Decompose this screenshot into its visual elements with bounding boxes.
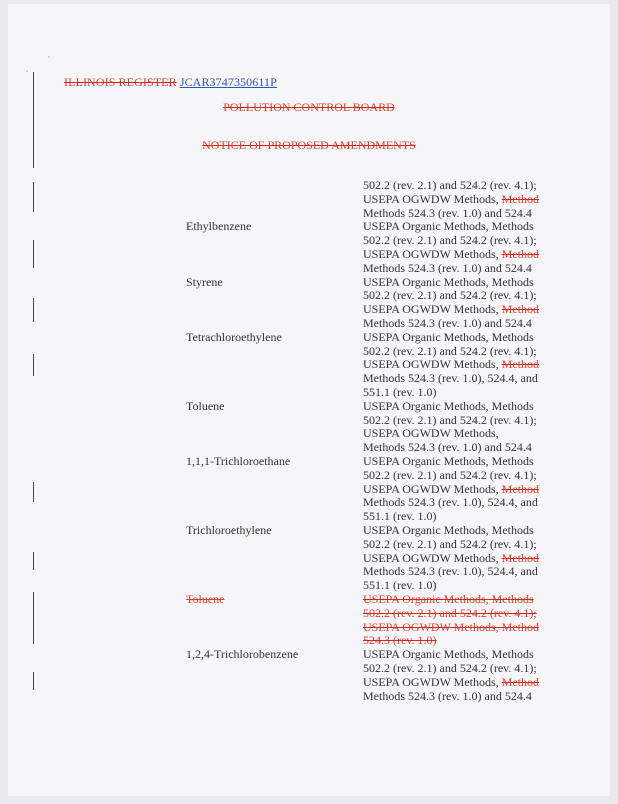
method-line	[363, 495, 538, 509]
method-line	[363, 302, 539, 316]
method-line	[363, 620, 539, 634]
method-text: 502.2 (rev. 2.1) and 524.2 (rev. 4.1);	[363, 661, 537, 675]
scan-speck	[48, 56, 50, 58]
method-text: Methods 524.3 (rev. 1.0) and 524.4	[363, 440, 532, 455]
method-text: Methods 524.3 (rev. 1.0), 524.4, and	[363, 564, 538, 579]
method-line	[363, 219, 534, 233]
method-text: USEPA OGWDW Methods,	[363, 191, 502, 206]
method-line	[363, 178, 537, 192]
method-text: Methods 524.3 (rev. 1.0) and 524.4	[363, 205, 532, 220]
method-text: Methods 524.3 (rev. 1.0) and 524.4	[363, 260, 532, 275]
method-text: 502.2 (rev. 2.1) and 524.2 (rev. 4.1);	[363, 412, 537, 427]
method-line	[363, 385, 437, 399]
register-header	[64, 75, 277, 90]
method-text: 502.2 (rev. 2.1) and 524.2 (rev. 4.1);	[363, 178, 537, 192]
method-text-struck: Method	[501, 357, 540, 372]
chemical-name: Trichloroethylene	[186, 523, 272, 537]
method-text: USEPA Organic Methods, Methods	[363, 523, 534, 537]
method-text: 502.2 (rev. 2.1) and 524.2 (rev. 4.1);	[363, 288, 537, 303]
method-line	[363, 523, 534, 537]
method-line	[363, 371, 538, 385]
method-text-struck: USEPA Organic Methods, Methods	[363, 592, 534, 606]
board-title-struck: POLLUTION CONTROL BOARD	[223, 100, 395, 114]
notice-title-struck: NOTICE OF PROPOSED AMENDMENTS	[202, 138, 416, 152]
method-text-struck: USEPA OGWDW Methods, Method	[363, 619, 540, 634]
chemical-name: 1,2,4-Trichlorobenzene	[186, 647, 299, 662]
method-line	[363, 551, 539, 565]
method-text: Methods 524.3 (rev. 1.0) and 524.4	[363, 316, 532, 330]
method-line	[363, 661, 537, 675]
method-text: Methods 524.3 (rev. 1.0), 524.4, and	[363, 495, 538, 510]
chemical-name: Ethylbenzene	[186, 219, 252, 234]
method-line	[363, 357, 539, 371]
chemical-name: Toluene	[186, 398, 225, 413]
method-line	[363, 633, 437, 647]
register-title-struck: ILLINOIS REGISTER	[64, 75, 177, 89]
method-line	[363, 468, 537, 482]
method-text: USEPA Organic Methods, Methods	[363, 454, 534, 468]
method-line	[363, 316, 532, 330]
method-text: 502.2 (rev. 2.1) and 524.2 (rev. 4.1);	[363, 467, 537, 482]
method-line	[363, 261, 532, 275]
method-line	[363, 426, 499, 440]
method-text-struck: Method	[501, 550, 540, 565]
register-id: JCAR3747350611P	[179, 75, 277, 89]
method-text-struck: Method	[501, 247, 540, 261]
method-text: USEPA Organic Methods, Methods	[363, 219, 534, 234]
revision-bar	[33, 298, 34, 322]
method-text: USEPA Organic Methods, Methods	[363, 329, 534, 344]
method-text: 551.1 (rev. 1.0)	[363, 385, 437, 399]
method-text: USEPA OGWDW Methods,	[363, 357, 502, 372]
method-line	[363, 647, 534, 661]
chemical-name: Toluene	[186, 592, 225, 606]
method-text: USEPA OGWDW Methods,	[363, 550, 502, 565]
method-line	[363, 440, 532, 454]
method-line	[363, 344, 537, 358]
method-text: USEPA Organic Methods, Methods	[363, 398, 534, 413]
method-text: USEPA OGWDW Methods,	[363, 481, 502, 496]
method-line	[363, 454, 534, 468]
method-text: 502.2 (rev. 2.1) and 524.2 (rev. 4.1);	[363, 536, 537, 551]
method-text: Methods 524.3 (rev. 1.0), 524.4, and	[363, 371, 538, 386]
method-line	[363, 675, 539, 689]
scan-speck	[26, 70, 28, 72]
document-page	[8, 4, 610, 796]
method-text-struck: Method	[501, 191, 540, 206]
method-line	[363, 330, 534, 344]
revision-bar	[33, 592, 34, 644]
method-line	[363, 413, 537, 427]
revision-bar	[33, 72, 34, 168]
method-line	[363, 578, 437, 592]
method-line	[363, 564, 538, 578]
method-line	[363, 247, 539, 261]
method-text: USEPA OGWDW Methods,	[363, 302, 502, 317]
method-text: USEPA OGWDW Methods,	[363, 426, 499, 441]
method-text: 502.2 (rev. 2.1) and 524.2 (rev. 4.1);	[363, 233, 537, 248]
method-text: USEPA OGWDW Methods,	[363, 674, 502, 689]
method-text: USEPA OGWDW Methods,	[363, 247, 502, 261]
chemical-name: Tetrachloroethylene	[186, 329, 282, 344]
method-text-struck: Method	[501, 481, 540, 496]
chemical-name: Styrene	[186, 274, 223, 289]
method-text-struck: 502.2 (rev. 2.1) and 524.2 (rev. 4.1);	[363, 605, 537, 620]
method-line	[363, 275, 534, 289]
chemical-name: 1,1,1-Trichloroethane	[186, 454, 291, 468]
revision-bar	[33, 354, 34, 376]
method-line	[363, 399, 534, 413]
method-text: 551.1 (rev. 1.0)	[363, 509, 437, 524]
revision-bar	[33, 240, 34, 268]
method-line	[363, 288, 537, 302]
method-text-struck: Method	[501, 674, 540, 689]
method-line	[363, 509, 437, 523]
method-text: 502.2 (rev. 2.1) and 524.2 (rev. 4.1);	[363, 343, 537, 358]
method-line	[363, 192, 539, 206]
method-text: 551.1 (rev. 1.0)	[363, 578, 437, 593]
method-line	[363, 606, 537, 620]
board-heading	[8, 100, 610, 115]
method-line	[363, 537, 537, 551]
revision-bar	[33, 182, 34, 212]
method-line	[363, 592, 534, 606]
method-text: Methods 524.3 (rev. 1.0) and 524.4	[363, 688, 532, 703]
revision-bar	[33, 482, 34, 502]
method-text: USEPA Organic Methods, Methods	[363, 647, 534, 662]
method-line	[363, 233, 537, 247]
notice-heading	[8, 138, 610, 153]
revision-bar	[33, 672, 34, 690]
method-line	[363, 689, 532, 703]
method-text-struck: 524.3 (rev. 1.0)	[363, 633, 437, 648]
revision-bar	[33, 552, 34, 570]
method-line	[363, 206, 532, 220]
method-text: USEPA Organic Methods, Methods	[363, 274, 534, 289]
method-text-struck: Method	[501, 302, 540, 317]
method-line	[363, 482, 539, 496]
